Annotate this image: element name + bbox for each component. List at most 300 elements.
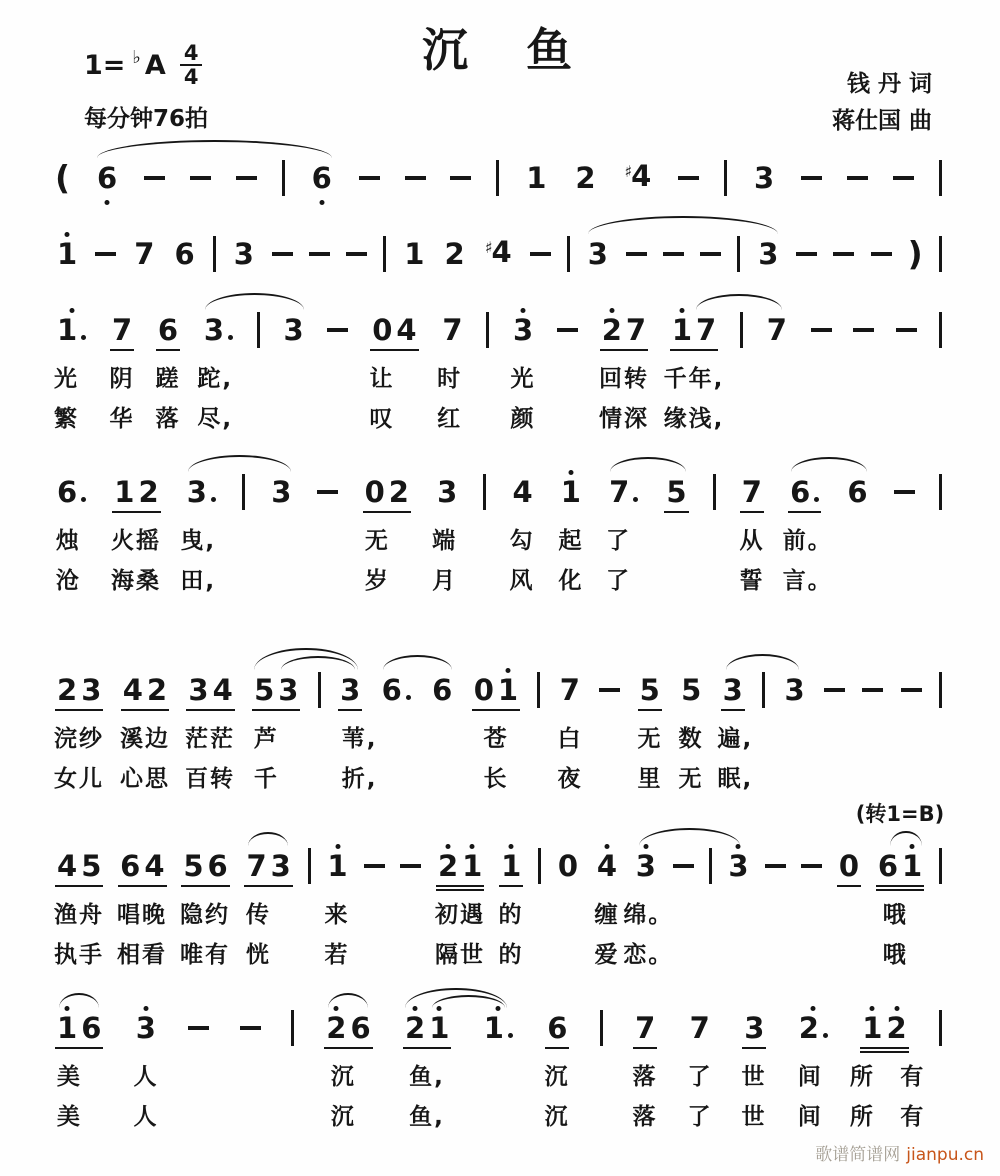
note-digit: 2 [601, 312, 622, 347]
note-group [185, 474, 218, 509]
note [788, 474, 821, 509]
note-digit: 2 [444, 236, 465, 271]
dash-note [557, 328, 578, 332]
dash-note [811, 328, 832, 332]
note-digit: 3 [283, 312, 304, 347]
lyric: 鱼, [409, 1064, 445, 1090]
note-group [740, 474, 764, 509]
lyric: 浣纱 [54, 726, 104, 752]
lyric: 光 [54, 366, 80, 392]
note-group [721, 672, 745, 707]
note [403, 1010, 427, 1045]
lyric: 渔舟 [54, 902, 104, 928]
dash-note [765, 864, 786, 868]
dash-note [901, 688, 922, 692]
note [55, 474, 88, 509]
note-group [55, 848, 103, 883]
note-digit: 3 [744, 1010, 765, 1045]
note-digit: 7 [689, 1010, 710, 1045]
dash-note [405, 176, 426, 180]
barline-icon [538, 848, 541, 884]
note-digit: 6 [790, 474, 811, 509]
note-digit: 3 [513, 312, 534, 347]
note-digit: 2 [575, 160, 596, 195]
note [499, 848, 523, 883]
dash-note [599, 688, 620, 692]
note-row [55, 232, 942, 276]
note [688, 1010, 712, 1045]
note-group [402, 236, 426, 271]
slur-icon [639, 828, 741, 846]
dash-note [188, 1026, 209, 1030]
barline-icon [709, 848, 712, 884]
lyric: 长 [483, 766, 509, 792]
lyric: 阴 [109, 366, 135, 392]
lyric: 恋。 [623, 942, 674, 968]
note [558, 672, 582, 707]
barline-icon [318, 672, 321, 708]
note-group [845, 474, 869, 509]
note [55, 312, 88, 347]
note-row [55, 308, 942, 352]
note [765, 312, 789, 347]
note-group [134, 1010, 158, 1045]
note [586, 236, 610, 271]
sharp-icon: ♯ [624, 161, 633, 181]
lyric: 隔世 [435, 942, 485, 968]
note [112, 474, 136, 509]
note-digit: 3 [81, 672, 102, 707]
slur-icon [59, 993, 99, 1008]
note-group [622, 158, 653, 196]
note [142, 848, 166, 883]
lyric: 心思 [120, 766, 170, 792]
lyric: 言。 [782, 568, 833, 594]
note-group [55, 1010, 103, 1045]
note-digit: 3 [340, 672, 361, 707]
note-group [586, 236, 610, 271]
lyric: 了 [687, 1104, 713, 1130]
note-digit: 2 [388, 474, 409, 509]
note-group [679, 672, 703, 707]
note-digit: 1 [483, 1010, 504, 1045]
note [186, 672, 210, 707]
note-digit: 7 [134, 236, 155, 271]
lyric: 颜 [510, 406, 536, 432]
note-group [370, 312, 418, 347]
note-digit: 5 [254, 672, 275, 707]
dash-note [400, 864, 421, 868]
note-group [95, 160, 119, 195]
dash-note [190, 176, 211, 180]
lyric: 曳, [180, 528, 217, 554]
note-group [797, 1010, 830, 1045]
dash-note [95, 252, 116, 256]
note-group [110, 312, 134, 347]
barline-icon [383, 236, 386, 272]
barline-icon [939, 474, 942, 510]
note-digit: 6 [120, 848, 141, 883]
dash-note [700, 252, 721, 256]
lyric: 唯有 [180, 942, 230, 968]
note-digit: 6 [57, 474, 78, 509]
note [756, 236, 780, 271]
lyric: 芦 [253, 726, 279, 752]
note [664, 474, 688, 509]
note-digit: 3 [758, 236, 779, 271]
note-digit: 0 [364, 474, 385, 509]
lyric: 无 [678, 766, 704, 792]
watermark-site: 歌谱简谱网 [815, 1145, 901, 1165]
key-prefix: 1= [84, 49, 126, 81]
note [595, 848, 619, 883]
lyric: 叹 [369, 406, 395, 432]
tempo-marking: 每分钟76拍 [84, 106, 209, 132]
note [726, 848, 750, 883]
note-row [55, 470, 942, 514]
note-digit: 2 [57, 672, 78, 707]
note-digit: 3 [270, 848, 291, 883]
note [483, 234, 514, 272]
note [156, 312, 180, 347]
note [607, 474, 640, 509]
note-group [559, 474, 583, 509]
note-group [726, 848, 750, 883]
lyric: 火摇 [111, 528, 161, 554]
note [797, 1010, 830, 1045]
lyric: 折, [341, 766, 378, 792]
note [559, 474, 583, 509]
note-group [664, 474, 688, 509]
dash-note [346, 252, 367, 256]
lyric: 蹉 [155, 366, 181, 392]
time-signature [180, 42, 203, 88]
note-group [338, 672, 362, 707]
note [679, 672, 703, 707]
dash-note [626, 252, 647, 256]
note [95, 160, 119, 195]
lyric: 光 [510, 366, 536, 392]
note-digit: 1 [560, 474, 581, 509]
lyric: 夜 [557, 766, 583, 792]
note-digit: 6 [174, 236, 195, 271]
note-digit: 3 [784, 672, 805, 707]
note-group [688, 1010, 712, 1045]
note-group [435, 474, 459, 509]
note [244, 848, 268, 883]
lyric: 里 [637, 766, 663, 792]
note-group [118, 848, 166, 883]
open-paren: ( [55, 158, 71, 197]
lyric: 无 [637, 726, 663, 752]
note-group [55, 474, 88, 509]
note-digit: 1 [57, 1010, 78, 1045]
lyric: 的 [498, 902, 524, 928]
lyric: 从 [739, 528, 765, 554]
note-group [121, 672, 169, 707]
dash-note [663, 252, 684, 256]
note-row [55, 156, 942, 200]
note-digit: 7 [625, 312, 647, 347]
lyric: 若 [324, 942, 350, 968]
note-digit: 6 [311, 160, 332, 195]
watermark-domain[interactable]: jianpu.cn [906, 1145, 984, 1165]
dash-note [833, 252, 854, 256]
score-line [54, 802, 945, 980]
note-digit: 5 [681, 672, 702, 707]
note-digit: 4 [57, 848, 78, 883]
note-group [782, 672, 806, 707]
note-digit: 2 [798, 1010, 819, 1045]
note-group [325, 848, 349, 883]
lyric: 田, [180, 568, 217, 594]
dash-note [359, 176, 380, 180]
note-digit: 3 [203, 312, 224, 347]
note-group [55, 312, 88, 347]
dash-note [678, 176, 699, 180]
lyric: 世 [741, 1064, 767, 1090]
lyric: 人 [133, 1064, 159, 1090]
note [472, 672, 496, 707]
note-digit: 7 [111, 312, 133, 347]
note-group [269, 474, 293, 509]
lyric: 鱼, [409, 1104, 445, 1130]
lyric: 绵。 [623, 902, 674, 928]
note-group [440, 312, 464, 347]
lyric: 华 [109, 406, 135, 432]
lyric: 回转 [599, 366, 649, 392]
lyric: 风 [509, 568, 535, 594]
note-group [524, 160, 548, 195]
lyric: 千 [253, 766, 279, 792]
note [181, 848, 205, 883]
lyric: 隐约 [180, 902, 230, 928]
note-group [752, 160, 776, 195]
note [884, 1010, 908, 1045]
note [134, 1010, 158, 1045]
note [634, 848, 658, 883]
note-group [483, 234, 514, 272]
lyric: 间 [797, 1104, 823, 1130]
note-digit: 7 [609, 474, 630, 509]
barline-icon [537, 672, 540, 708]
note [482, 1010, 515, 1045]
note-digit: 3 [437, 474, 458, 509]
flat-icon: ♭ [132, 46, 141, 68]
key-letter: A [144, 49, 166, 81]
lyric: 沉 [330, 1104, 356, 1130]
note-digit: 4 [144, 848, 165, 883]
note [202, 312, 235, 347]
song-title: 沉 鱼 [422, 23, 578, 77]
slur-icon [383, 655, 452, 670]
lyric: 时 [437, 366, 463, 392]
lyric: 人 [133, 1104, 159, 1130]
note [633, 1010, 657, 1045]
note-digit: 6 [432, 672, 453, 707]
time-numerator: 4 [180, 42, 203, 66]
note-digit: 6 [381, 672, 402, 707]
note-digit: 4 [631, 158, 652, 193]
note-digit: 5 [183, 848, 204, 883]
note-digit: 4 [396, 312, 417, 347]
lyric: 茫茫 [185, 726, 235, 752]
augmentation-dot [228, 335, 233, 340]
note [524, 160, 548, 195]
note [185, 474, 218, 509]
lyric: 繁 [54, 406, 80, 432]
time-denominator: 4 [183, 65, 199, 89]
slur-icon [726, 654, 799, 670]
lyric: 女儿 [54, 766, 104, 792]
note [624, 312, 648, 347]
note [670, 312, 694, 347]
note [496, 672, 520, 707]
note-group [482, 1010, 515, 1045]
note [55, 1010, 79, 1045]
note-group [634, 848, 658, 883]
note-digit: 2 [886, 1010, 907, 1045]
note [370, 312, 394, 347]
lyric: 落 [632, 1064, 658, 1090]
note-group [788, 474, 821, 509]
score-line [55, 444, 942, 606]
lyric: 尽, [197, 406, 234, 432]
note [436, 848, 460, 883]
note-group [324, 1010, 372, 1045]
note [721, 672, 745, 707]
note-group [55, 236, 79, 271]
note [402, 236, 426, 271]
lyric: 恍 [245, 942, 271, 968]
barline-icon [483, 474, 486, 510]
lyricist-credit: 钱 丹 词 [846, 71, 932, 97]
note-group [363, 474, 411, 509]
note-group [181, 848, 229, 883]
barline-icon [242, 474, 245, 510]
augmentation-dot [211, 497, 216, 502]
note-digit: 3 [233, 236, 254, 271]
barline-icon [939, 848, 942, 884]
dash-note [862, 688, 883, 692]
note [427, 1010, 451, 1045]
score-line [55, 206, 942, 282]
note [348, 1010, 372, 1045]
note [435, 474, 459, 509]
note-digit: 1 [57, 312, 78, 347]
note [545, 1010, 569, 1045]
note-group [55, 672, 103, 707]
note-digit: 6 [96, 160, 118, 195]
note-digit: 4 [596, 848, 617, 883]
barline-icon [939, 312, 942, 348]
lyric: 沉 [544, 1064, 570, 1090]
note-digit: 2 [437, 848, 459, 883]
note-digit: 1 [497, 672, 519, 707]
note-group [232, 236, 256, 271]
lyric: 哦 [882, 942, 908, 968]
augmentation-dot [406, 695, 411, 700]
barline-icon [213, 236, 216, 272]
note [440, 312, 464, 347]
lyric: 美 [56, 1104, 82, 1130]
dash-note [317, 490, 338, 494]
note [173, 236, 197, 271]
note-group [742, 1010, 766, 1045]
note-digit: 5 [666, 474, 687, 509]
note [55, 672, 79, 707]
note [310, 160, 334, 195]
augmentation-dot [508, 1033, 513, 1038]
note-digit: 4 [212, 672, 233, 707]
barline-icon [737, 236, 740, 272]
note-digit: 1 [671, 312, 692, 347]
lyric: 落 [632, 1104, 658, 1130]
note-group [436, 848, 484, 883]
lyric: 前。 [782, 528, 833, 554]
dash-note [801, 864, 822, 868]
dash-note [530, 252, 551, 256]
note-digit: 7 [635, 1010, 656, 1045]
note-group [860, 1010, 908, 1045]
note [511, 312, 535, 347]
note-group [132, 236, 156, 271]
note-group [837, 848, 861, 883]
dash-note [894, 490, 915, 494]
sharp-icon: ♯ [484, 237, 493, 257]
lyric: 苍 [483, 726, 509, 752]
note [269, 848, 293, 883]
dash-note [240, 1026, 261, 1030]
lyric: 起 [558, 528, 584, 554]
lyric: 数 [678, 726, 704, 752]
note-digit: 1 [404, 236, 425, 271]
dash-note [893, 176, 914, 180]
note [55, 848, 79, 883]
note-group [430, 672, 454, 707]
note [442, 236, 466, 271]
lyric: 千年, [663, 366, 725, 392]
note-group [499, 848, 523, 883]
dash-note [824, 688, 845, 692]
lyric: 了 [606, 568, 632, 594]
note [782, 672, 806, 707]
note-row [55, 668, 942, 712]
score-line [55, 130, 942, 206]
note [394, 312, 418, 347]
score-line [55, 642, 942, 804]
note-group [638, 672, 662, 707]
note [79, 1010, 103, 1045]
note [282, 312, 306, 347]
note [363, 474, 387, 509]
note-digit: 1 [114, 474, 135, 509]
barline-icon [567, 236, 570, 272]
lyric: 有 [900, 1064, 926, 1090]
note-digit: 4 [512, 474, 533, 509]
note-digit: 1 [429, 1010, 450, 1045]
note [136, 474, 160, 509]
note-digit: 7 [696, 312, 717, 347]
key-signature [84, 42, 202, 88]
lyric: 初遇 [435, 902, 485, 928]
note-group [510, 474, 534, 509]
lyric: 月 [432, 568, 458, 594]
note-digit: 0 [372, 312, 393, 347]
note-digit: 0 [557, 848, 579, 883]
lyric: 执手 [54, 942, 104, 968]
dash-note [272, 252, 293, 256]
